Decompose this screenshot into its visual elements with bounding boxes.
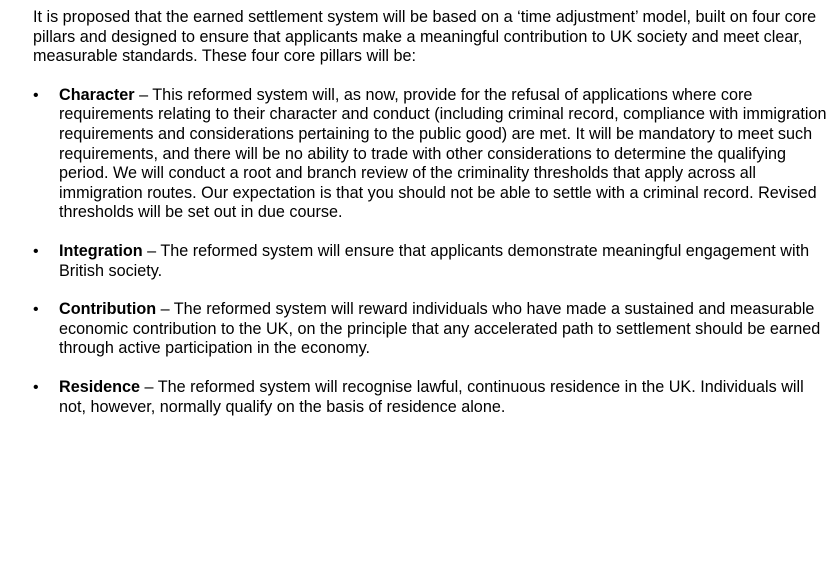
pillar-character [33, 86, 829, 223]
pillar-term: Character [59, 85, 135, 104]
bullet-icon: • [33, 301, 39, 319]
pillar-contribution [33, 300, 829, 359]
pillar-term: Residence [59, 377, 140, 396]
pillar-description: – The reformed system will recognise lawful, continuous residence in the UK. Individuals will not, however, normally qualify on the basis of residence alone. [59, 377, 804, 416]
bullet-icon: • [33, 242, 39, 260]
pillar-term: Integration [59, 241, 143, 260]
pillar-description: – The reformed system will ensure that applicants demonstrate meaningful engagement with British society. [59, 241, 810, 280]
intro-paragraph: It is proposed that the earned settlement system will be based on a ‘time adjustment’ model, built on four core pillars and designed to ensure that applicants make a meaningful contribution to UK society and meet clear, measurable standards. These four core pillars will be: [33, 8, 817, 66]
pillar-description: – This reformed system will, as now, provide for the refusal of applications where core requirements relating to their character and conduct (including criminal record, compliance with immigration requirements and considerations pertaining to the public good) are met. It will be mandatory to meet such requirements, and there will be no ability to trade with other considerations to determine the qualifying period. We will conduct a root and branch review of the criminality thresholds that apply across all immigration routes. Our expectation is that you should not be able to settle with a criminal record. Revised thresholds will be set out in due course. [59, 85, 827, 222]
bullet-icon: • [33, 378, 39, 396]
pillar-description: – The reformed system will reward individuals who have made a sustained and measurable economic contribution to the UK, on the principle that any accelerated path to settlement should be earned through active participation in the economy. [59, 300, 821, 358]
pillar-integration [33, 242, 829, 281]
bullet-icon: • [33, 86, 39, 104]
pillars-list [33, 86, 829, 417]
pillar-residence [33, 378, 829, 417]
pillar-term: Contribution [59, 300, 157, 319]
document-body [33, 8, 829, 436]
